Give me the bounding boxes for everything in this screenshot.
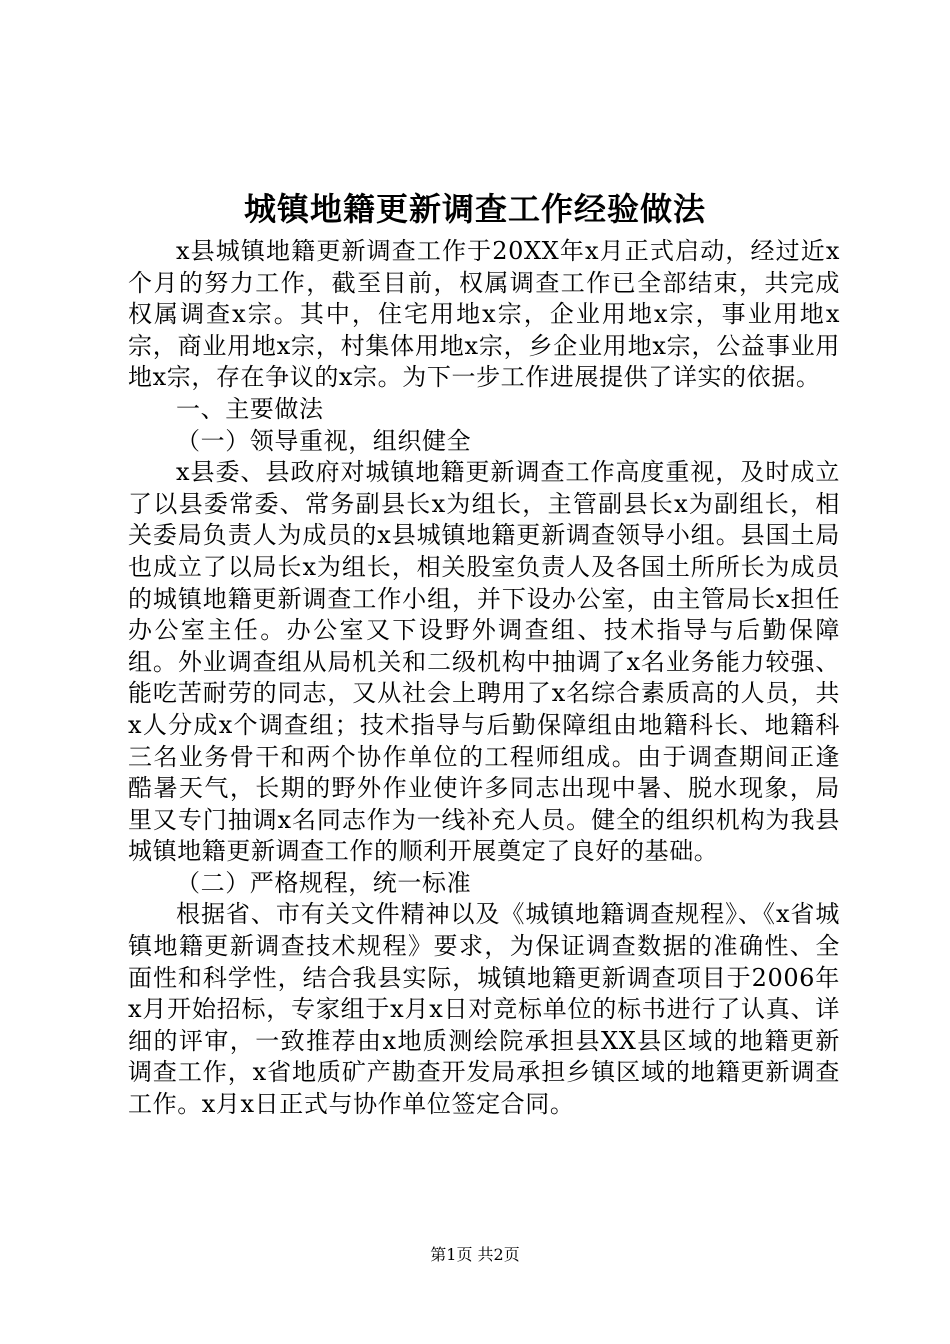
- paragraph-leadership: x县委、县政府对城镇地籍更新调查工作高度重视，及时成立了以县委常委、常务副县长x为组长，主管副县长x为副组长，相关委局负责人为成员的x县城镇地籍更新调查领导小组。县国土局也成立了以局长x为组长，相关股室负责人及各国土所所长为成员的城镇地籍更新调查工作小组，并下设办公室，由主管局长x担任办公室主任。办公室又下设野外调查组、技术指导与后勤保障组。外业调查组从局机关和二级机构中抽调了x名业务能力较强、能吃苦耐劳的同志，又从社会上聘用了x名综合素质高的人员，共x人分成x个调查组；技术指导与后勤保障组由地籍科长、地籍科三名业务骨干和两个协作单位的工程师组成。由于调查期间正逢酷暑天气，长期的野外作业使许多同志出现中暑、脱水现象，局里又专门抽调x名同志作为一线补充人员。健全的组织机构为我县城镇地籍更新调查工作的顺利开展奠定了良好的基础。: [128, 458, 840, 866]
- section-heading-main-practices: 一、主要做法: [176, 394, 324, 423]
- paragraph-intro: x县城镇地籍更新调查工作于20XX年x月正式启动，经过近x个月的努力工作，截至目前，权属调查工作已全部结束，共完成权属调查x宗。其中，住宅用地x宗，企业用地x宗，事业用地x宗，商业用地x宗，村集体用地x宗，乡企业用地x宗，公益事业用地x宗，存在争议的x宗。为下一步工作进展提供了详实的依据。: [128, 237, 840, 392]
- document-title: 城镇地籍更新调查工作经验做法: [243, 190, 706, 228]
- subsection-heading-leadership: （一）领导重视，组织健全: [176, 426, 472, 455]
- document-body: [128, 236, 840, 1121]
- subsection-heading-standards: （二）严格规程，统一标准: [176, 868, 472, 897]
- paragraph-standards: 根据省、市有关文件精神以及《城镇地籍调查规程》、《x省城镇地籍更新调查技术规程》要求，为保证调查数据的准确性、全面性和科学性，结合我县实际，城镇地籍更新调查项目于2006年x月开始招标，专家组于x月x日对竞标单位的标书进行了认真、详细的评审，一致推荐由x地质测绘院承担县XX县区域的地籍更新调查工作，x省地质矿产勘查开发局承担乡镇区域的地籍更新调查工作。x月x日正式与协作单位签定合同。: [128, 900, 840, 1119]
- page-number-footer: 第1页 共2页: [430, 1245, 520, 1264]
